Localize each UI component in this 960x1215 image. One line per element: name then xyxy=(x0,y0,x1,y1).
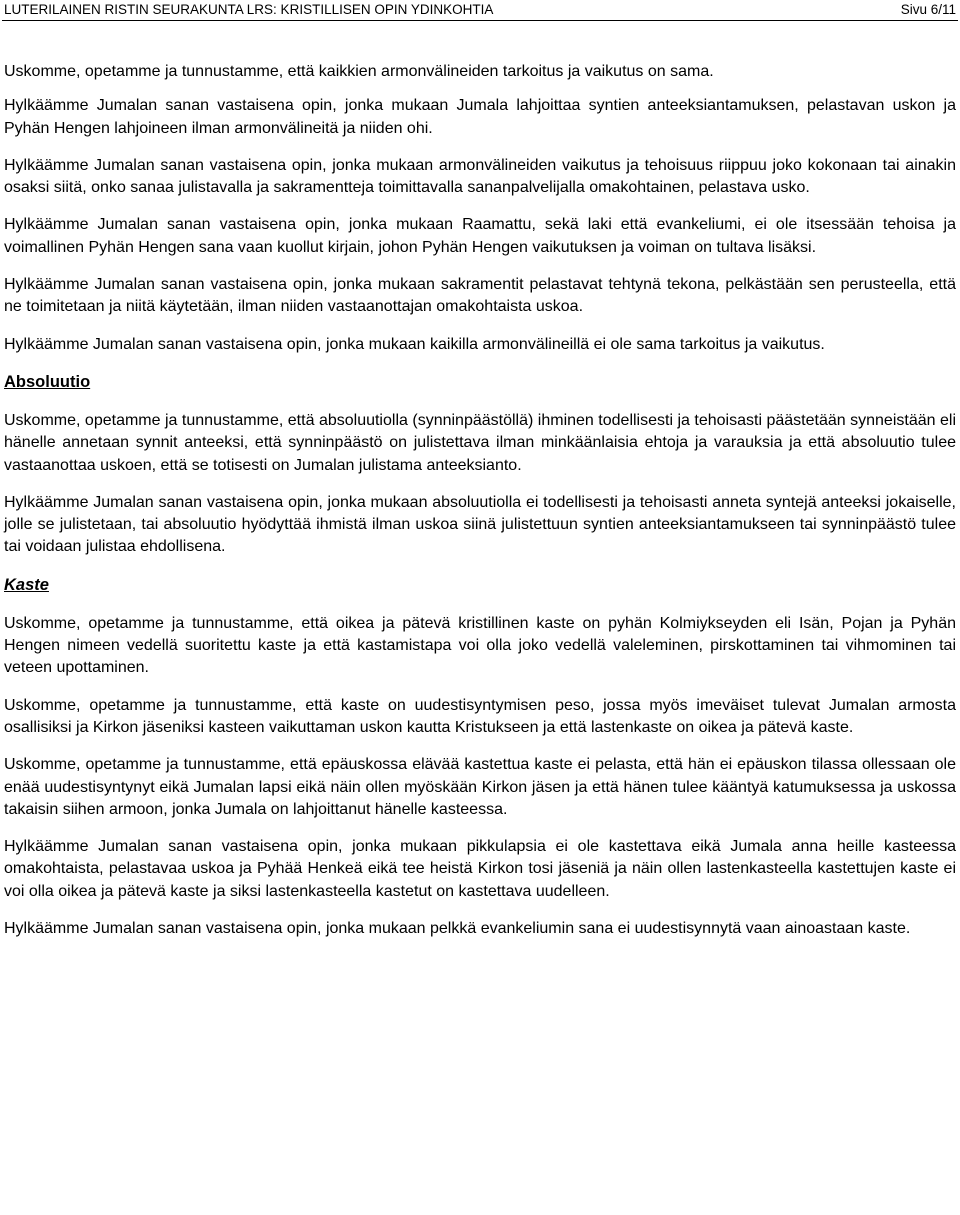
paragraph: Uskomme, opetamme ja tunnustamme, että epäuskossa elävää kastettua kaste ei pelasta, että hän ei epäuskon tilassa ollessaan ole enää uudestisyntynyt eikä Jumalan lapsi eikä näin ollen myöskään Kirkon jäsen ja että hänen tulee kääntyä katumuksessa ja uskossa takaisin siihen armoon, jonka Jumala on lahjoittanut hänelle kasteessa. xyxy=(4,756,956,818)
paragraph: Uskomme, opetamme ja tunnustamme, että kaste on uudestisyntymisen peso, jossa myös imeväiset tulevat Jumalan armosta osallisiksi ja Kirkon jäseniksi kasteen vaikuttaman uskon kautta Kristukseen ja että lastenkaste on oikea ja pätevä kaste. xyxy=(4,696,956,736)
paragraph: Hylkäämme Jumalan sanan vastaisena opin, jonka mukaan Raamattu, sekä laki että evankeliumi, ei ole itsessään tehoisa ja voimallinen Pyhän Hengen sana vaan kuollut kirjain, johon Pyhän Hengen vaikutuksen ja voiman on tultava lisäksi. xyxy=(4,216,956,256)
paragraph: Hylkäämme Jumalan sanan vastaisena opin, jonka mukaan absoluutiolla ei todellisesti ja tehoisasti anneta syntejä anteeksi jokaiselle, jolle se julistetaan, tai absoluutio hyödyttää ihmistä ilman uskoa siinä julistettuun syntien anteeksiantamukseen tai synninpäästö tulee tai voidaan julistaa ehdollisena. xyxy=(4,493,956,556)
page-number: Sivu 6/11 xyxy=(900,2,956,17)
paragraph: Uskomme, opetamme ja tunnustamme, että oikea ja pätevä kristillinen kaste on pyhän Kolmiykseyden eli Isän, Pojan ja Pyhän Hengen nimeen vedellä suoritettu kaste ja että kastamistapa voi olla joko vedellä valeleminen, pirskottaminen tai vihmominen tai veteen upottaminen. xyxy=(4,614,956,677)
paragraph: Uskomme, opetamme ja tunnustamme, että kaikkien armonvälineiden tarkoitus ja vaikutus on sama. xyxy=(4,63,714,80)
paragraph: Hylkäämme Jumalan sanan vastaisena opin, jonka mukaan kaikilla armonvälineillä ei ole sama tarkoitus ja vaikutus. xyxy=(4,335,825,353)
section-heading-kaste: Kaste xyxy=(4,575,49,594)
paragraph: Hylkäämme Jumalan sanan vastaisena opin, jonka mukaan armonvälineiden vaikutus ja tehoisuus riippuu joko kokonaan tai ainakin osaksi siitä, onko sanaa julistavalla ja sakramentteja toimittavalla sananpalvelijalla omakohtainen, pelastava usko. xyxy=(4,156,956,197)
paragraph: Uskomme, opetamme ja tunnustamme, että absoluutiolla (synninpäästöllä) ihminen todellisesti ja tehoisasti päästetään synneistään eli hänelle annetaan synnit anteeksi, että synninpäästö on julistettava ilman minkäänlaisia ehtoja ja varauksia ja että absoluutio tulee vastaanottaa uskoen, että se totisesti on Jumalan julistama anteeksianto. xyxy=(4,411,956,474)
paragraph: Hylkäämme Jumalan sanan vastaisena opin, jonka mukaan Jumala lahjoittaa syntien anteeksiantamuksen, pelastavan uskon ja Pyhän Hengen lahjoineen ilman armonvälineitä ja niiden ohi. xyxy=(4,97,956,137)
paragraph: Hylkäämme Jumalan sanan vastaisena opin, jonka mukaan sakramentit pelastavat tehtynä tekona, pelkästään sen perusteella, että ne toimitetaan ja niitä käytetään, ilman niiden vastaanottajan omakohtaista uskoa. xyxy=(4,276,956,316)
header-title: LUTERILAINEN RISTIN SEURAKUNTA LRS: KRISTILLISEN OPIN YDINKOHTIA xyxy=(4,2,494,17)
paragraph: Hylkäämme Jumalan sanan vastaisena opin, jonka mukaan pikkulapsia ei ole kastettava eikä Jumala anna heille kasteessa omakohtaista, pelastavaa uskoa ja Pyhää Henkeä eikä tee heistä Kirkon tosi jäseniä ja näin ollen lastenkasteella kastettujen kaste ei voi olla oikea ja pätevä kaste ja siksi lastenkasteella kastetut on kastettava uudelleen. xyxy=(4,838,956,900)
page-header xyxy=(2,0,958,21)
paragraph: Hylkäämme Jumalan sanan vastaisena opin, jonka mukaan pelkkä evankeliumin sana ei uudestisynnytä vaan ainoastaan kaste. xyxy=(4,920,911,938)
section-heading-absoluutio: Absoluutio xyxy=(4,372,91,391)
document-body xyxy=(2,61,958,940)
